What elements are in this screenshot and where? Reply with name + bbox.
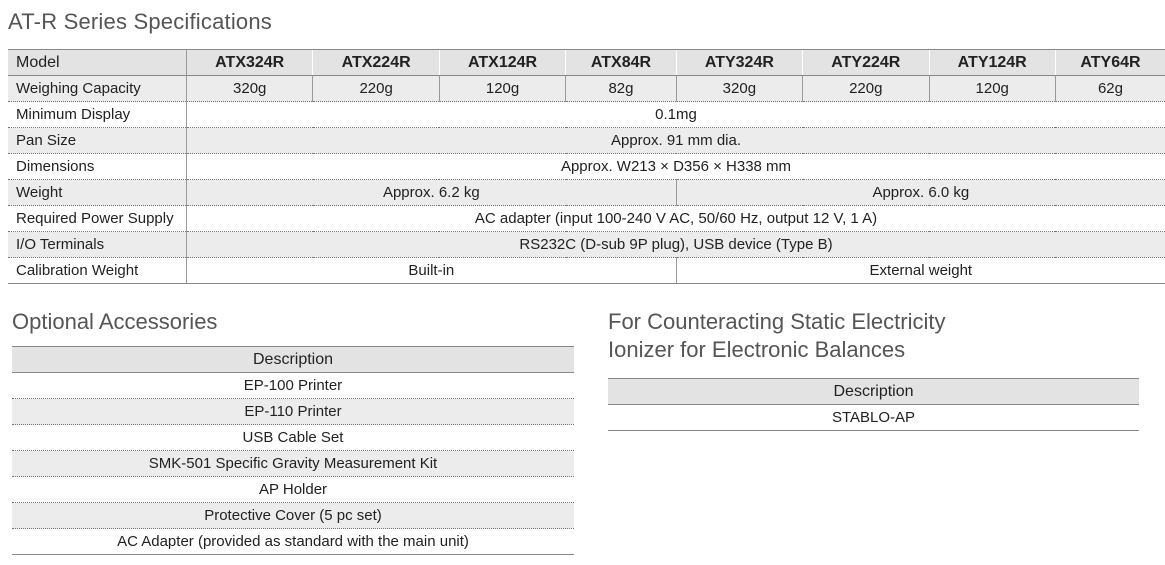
io-label: I/O Terminals [8,232,187,258]
model-aty64r: ATY64R [1055,50,1165,76]
optional-accessories-table-element-5 [12,451,574,477]
weight-aty-value: Approx. 6.0 kg [676,180,1165,206]
model-label: Model [8,50,187,76]
spec-table [8,49,1165,284]
model-atx224r: ATX224R [313,50,439,76]
spec-title: AT-R Series Specifications [8,9,273,34]
model-atx84r: ATX84R [566,50,676,76]
model-atx124r: ATX124R [439,50,565,76]
capacity-value: 120g [439,76,565,102]
weight-atx-value: Approx. 6.2 kg [187,180,677,206]
dimensions-value: Approx. W213 × D356 × H338 mm [187,154,1165,180]
optional-accessories-table-element-6 [12,477,574,503]
calibration-atx-value: Built-in [187,258,677,284]
model-aty124r: ATY124R [929,50,1055,76]
list-item: STABLO-AP [608,405,1139,431]
optional-accessories-table-element-7 [12,503,574,529]
model-aty224r: ATY224R [803,50,929,76]
list-item: EP-110 Printer [12,399,574,425]
optional-header: Description [12,347,574,373]
capacity-value: 62g [1055,76,1165,102]
list-item: AC Adapter (provided as standard with the main unit) [12,529,574,555]
ionizer-title [608,308,945,364]
capacity-row [8,76,1165,102]
capacity-label: Weighing Capacity [8,76,187,102]
model-atx324r: ATX324R [187,50,313,76]
ionizer-title-line1: For Counteracting Static Electricity [608,309,946,334]
capacity-value: 82g [566,76,676,102]
list-item: EP-100 Printer [12,373,574,399]
optional-accessories-table-element-2 [12,373,574,399]
weight-row [8,180,1165,206]
ionizer-table [608,378,1139,431]
pan-size-value: Approx. 91 mm dia. [187,128,1165,154]
calibration-aty-value: External weight [676,258,1165,284]
min-display-value: 0.1mg [187,102,1165,128]
list-item: USB Cable Set [12,425,574,451]
optional-accessories-table-element-8 [12,529,574,555]
optional-accessories-table-element-3 [12,399,574,425]
capacity-value: 320g [187,76,313,102]
io-value: RS232C (D-sub 9P plug), USB device (Type B) [187,232,1165,258]
pan-size-label: Pan Size [8,128,187,154]
io-row [8,232,1165,258]
calibration-label: Calibration Weight [8,258,187,284]
power-value: AC adapter (input 100-240 V AC, 50/60 Hz, output 12 V, 1 A) [187,206,1165,232]
min-display-label: Minimum Display [8,102,187,128]
capacity-value: 320g [676,76,802,102]
optional-accessories-title: Optional Accessories [12,309,218,334]
capacity-value: 220g [313,76,439,102]
capacity-value: 220g [803,76,929,102]
min-display-row [8,102,1165,128]
optional-accessories-table-element-4 [12,425,574,451]
optional-accessories-table [12,346,574,555]
list-item: AP Holder [12,477,574,503]
list-item: SMK-501 Specific Gravity Measurement Kit [12,451,574,477]
pan-size-row [8,128,1165,154]
weight-label: Weight [8,180,187,206]
list-item: Protective Cover (5 pc set) [12,503,574,529]
ionizer-table-element [608,379,1139,405]
model-aty324r: ATY324R [676,50,802,76]
ionizer-header: Description [608,379,1139,405]
ionizer-table-element-2 [608,405,1139,431]
capacity-value: 120g [929,76,1055,102]
optional-accessories-table-element [12,347,574,373]
spec-header-row [8,50,1165,76]
ionizer-title-line2: Ionizer for Electronic Balances [608,337,906,362]
dimensions-label: Dimensions [8,154,187,180]
power-row [8,206,1165,232]
dimensions-row [8,154,1165,180]
calibration-row [8,258,1165,284]
power-label: Required Power Supply [8,206,187,232]
